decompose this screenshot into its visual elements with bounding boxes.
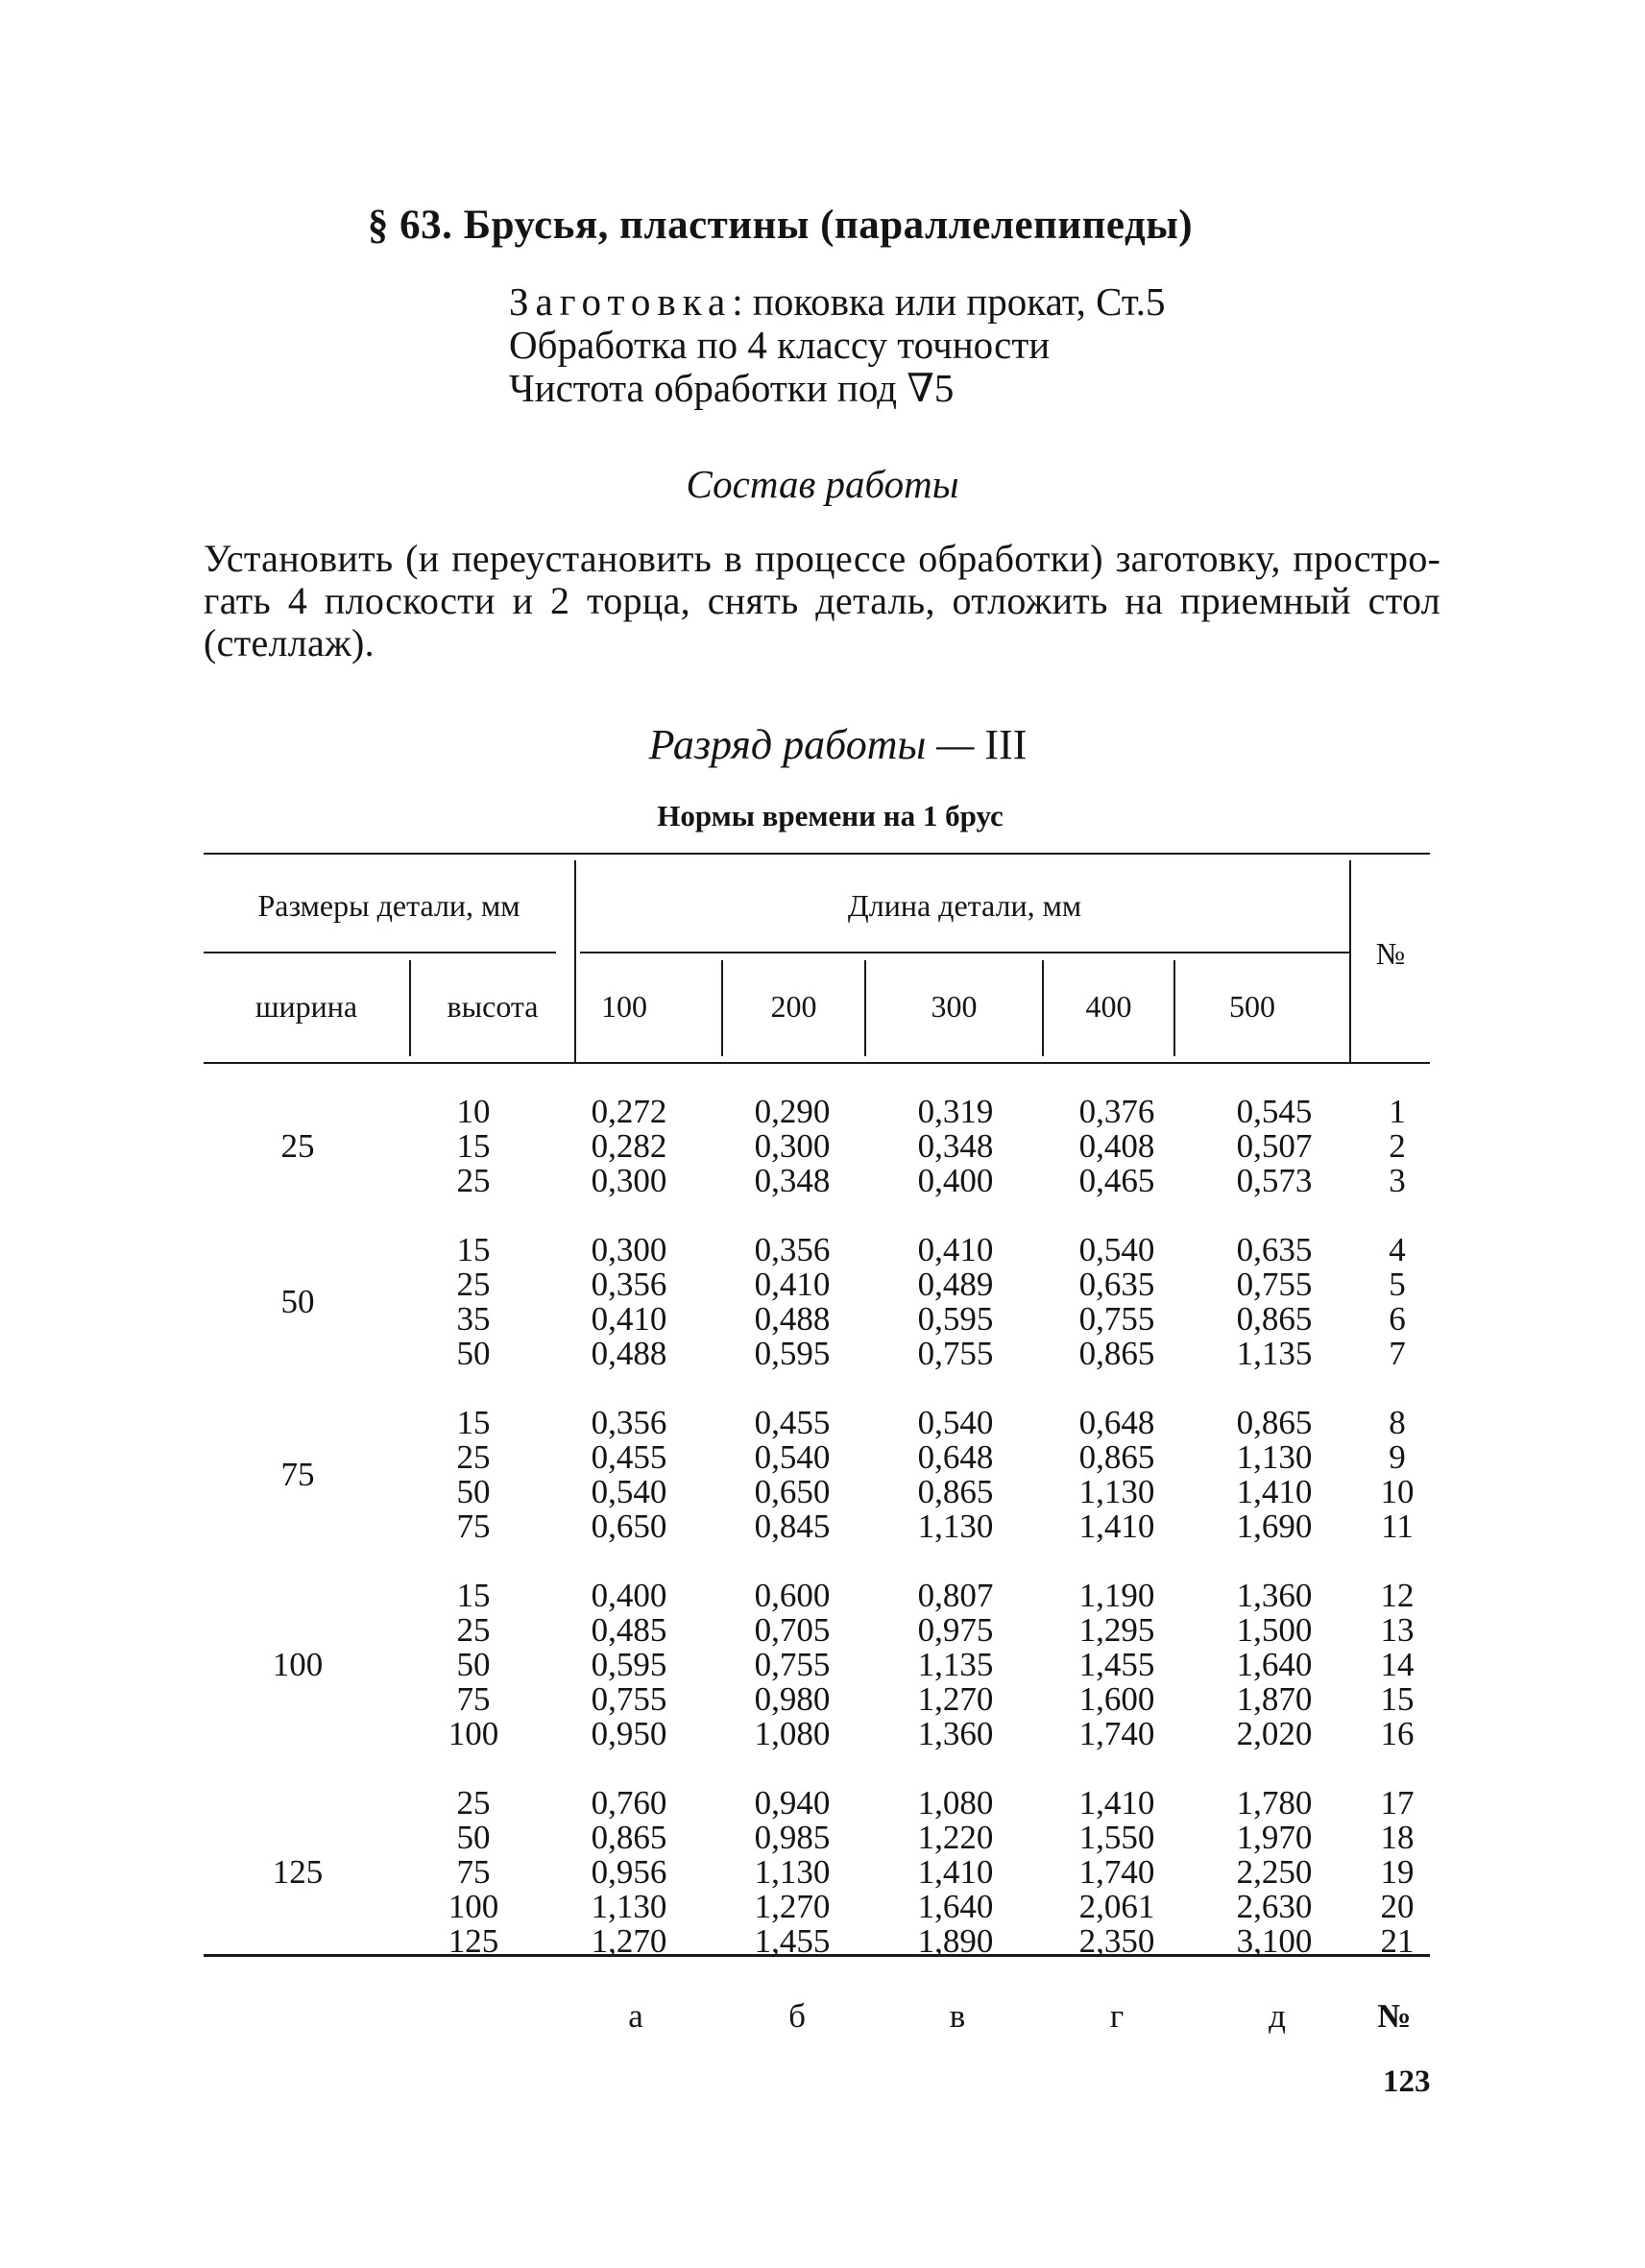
- cell-value: 0,940: [754, 1784, 831, 1822]
- cell-value: 0,755: [591, 1680, 667, 1718]
- row-number: 8: [1389, 1404, 1406, 1441]
- cell-value: 0,540: [754, 1438, 831, 1476]
- table-top-rule: [204, 853, 1430, 855]
- cell-value: 1,600: [1078, 1680, 1155, 1718]
- row-number: 7: [1389, 1335, 1406, 1372]
- blank-spec: [509, 280, 1165, 410]
- cell-value: 1,270: [591, 1922, 667, 1960]
- row-height: 50: [456, 1335, 491, 1372]
- row-number: 15: [1380, 1680, 1415, 1718]
- cell-value: 1,740: [1078, 1715, 1155, 1752]
- cell-value: 0,300: [591, 1162, 667, 1199]
- cell-value: 1,130: [1078, 1473, 1155, 1510]
- cell-value: 1,690: [1236, 1508, 1313, 1545]
- cell-value: 0,985: [754, 1819, 831, 1856]
- cell-value: 0,488: [591, 1335, 667, 1372]
- header-length-200: 200: [770, 989, 817, 1024]
- row-number: 18: [1380, 1819, 1415, 1856]
- row-number: 6: [1389, 1300, 1406, 1338]
- cell-value: 0,282: [591, 1127, 667, 1165]
- blank-line-2: Обработка по 4 классу точности: [509, 323, 1051, 367]
- group-width: 50: [280, 1283, 315, 1320]
- cell-value: 0,845: [754, 1508, 831, 1545]
- cell-value: 1,970: [1236, 1819, 1313, 1856]
- dimensions-length-separator: [574, 860, 576, 1062]
- group-width: 100: [272, 1646, 324, 1683]
- cell-value: 0,348: [917, 1127, 994, 1165]
- row-height: 15: [456, 1577, 491, 1614]
- work-grade: [0, 720, 1645, 769]
- cell-value: 0,319: [917, 1093, 994, 1130]
- cell-value: 1,270: [917, 1680, 994, 1718]
- cell-value: 1,410: [1078, 1508, 1155, 1545]
- row-number: 12: [1380, 1577, 1415, 1614]
- cell-value: 1,455: [1078, 1646, 1155, 1683]
- cell-value: 1,130: [754, 1853, 831, 1891]
- cell-value: 1,080: [754, 1715, 831, 1752]
- cell-value: 2,061: [1078, 1888, 1155, 1925]
- cell-value: 1,410: [917, 1853, 994, 1891]
- row-height: 25: [456, 1438, 491, 1476]
- row-height: 50: [456, 1646, 491, 1683]
- cell-value: 0,865: [591, 1819, 667, 1856]
- row-number: 9: [1389, 1438, 1406, 1476]
- cell-value: 1,410: [1078, 1784, 1155, 1822]
- column-letter-v: в: [949, 1997, 966, 2035]
- cell-value: 0,950: [591, 1715, 667, 1752]
- cell-value: 1,135: [1236, 1335, 1313, 1372]
- cell-value: 1,135: [917, 1646, 994, 1683]
- cell-value: 0,595: [591, 1646, 667, 1683]
- cell-value: 0,755: [1236, 1266, 1313, 1303]
- cell-value: 0,865: [1236, 1300, 1313, 1338]
- cell-value: 1,500: [1236, 1611, 1313, 1649]
- row-height: 25: [456, 1784, 491, 1822]
- group-width: 25: [280, 1127, 315, 1165]
- cell-value: 0,300: [754, 1127, 831, 1165]
- composition-text: Установить (и переустановить в процессе обработки) заготовку, прострогать 4 плоскости и 2 торца, снять деталь, отложить на приемный стол (стеллаж).: [204, 537, 1440, 664]
- length-subheader-rule: [580, 952, 1349, 953]
- cell-value: 0,648: [1078, 1404, 1155, 1441]
- header-dimensions: Размеры детали, мм: [257, 888, 520, 923]
- cell-value: 0,545: [1236, 1093, 1313, 1130]
- column-letter-d: д: [1269, 1997, 1286, 2035]
- cell-value: 0,272: [591, 1093, 667, 1130]
- group-width: 75: [280, 1456, 315, 1493]
- cell-value: 0,600: [754, 1577, 831, 1614]
- table-caption: Нормы времени на 1 брус: [657, 799, 1004, 832]
- cell-value: 1,130: [591, 1888, 667, 1925]
- header-number: №: [1375, 936, 1406, 971]
- row-height: 50: [456, 1473, 491, 1510]
- cell-value: 0,290: [754, 1093, 831, 1130]
- cell-value: 0,348: [754, 1162, 831, 1199]
- cell-value: 0,465: [1078, 1162, 1155, 1199]
- cell-value: 0,485: [591, 1611, 667, 1649]
- cell-value: 1,640: [917, 1888, 994, 1925]
- grade-value: III: [984, 721, 1028, 768]
- composition-heading: Состав работы: [686, 462, 959, 506]
- row-height: 25: [456, 1162, 491, 1199]
- cell-value: 0,760: [591, 1784, 667, 1822]
- cell-value: 3,100: [1236, 1922, 1313, 1960]
- blank-line-1: [509, 280, 1165, 324]
- cell-value: 0,488: [754, 1300, 831, 1338]
- cell-value: 2,020: [1236, 1715, 1313, 1752]
- row-number: 1: [1389, 1093, 1406, 1130]
- column-letter-g: г: [1109, 1997, 1125, 2035]
- cell-value: 0,408: [1078, 1127, 1155, 1165]
- cell-value: 0,635: [1236, 1231, 1313, 1268]
- cell-value: 1,270: [754, 1888, 831, 1925]
- row-number: 14: [1380, 1646, 1415, 1683]
- cell-value: 2,630: [1236, 1888, 1313, 1925]
- row-number: 5: [1389, 1266, 1406, 1303]
- cell-value: 1,780: [1236, 1784, 1313, 1822]
- cell-value: 0,356: [754, 1231, 831, 1268]
- group-width: 125: [272, 1853, 324, 1891]
- row-height: 75: [456, 1853, 491, 1891]
- blank-line-3: Чистота обработки под ∇5: [509, 366, 955, 410]
- cell-value: 1,550: [1078, 1819, 1155, 1856]
- cell-value: 1,080: [917, 1784, 994, 1822]
- cell-value: 0,540: [917, 1404, 994, 1441]
- header-height: высота: [447, 989, 539, 1024]
- cell-value: 1,360: [1236, 1577, 1313, 1614]
- cell-value: 1,190: [1078, 1577, 1155, 1614]
- row-height: 75: [456, 1508, 491, 1545]
- cell-value: 0,410: [917, 1231, 994, 1268]
- page-number: 123: [1383, 2064, 1431, 2099]
- header-length-400: 400: [1085, 989, 1132, 1024]
- cell-value: 0,507: [1236, 1127, 1313, 1165]
- row-height: 35: [456, 1300, 491, 1338]
- row-number: 13: [1380, 1611, 1415, 1649]
- row-height: 25: [456, 1266, 491, 1303]
- cell-value: 1,870: [1236, 1680, 1313, 1718]
- cell-value: 0,455: [591, 1438, 667, 1476]
- header-length-100: 100: [601, 989, 647, 1024]
- row-height: 50: [456, 1819, 491, 1856]
- cell-value: 0,300: [591, 1231, 667, 1268]
- header-length: Длина детали, мм: [847, 888, 1082, 923]
- cell-value: 0,648: [917, 1438, 994, 1476]
- row-number: 17: [1380, 1784, 1415, 1822]
- column-letter-a: а: [628, 1997, 643, 2035]
- row-number: 11: [1381, 1508, 1414, 1545]
- cell-value: 1,130: [917, 1508, 994, 1545]
- cell-value: 0,410: [754, 1266, 831, 1303]
- cell-value: 0,865: [1078, 1335, 1155, 1372]
- cell-value: 0,807: [917, 1577, 994, 1614]
- cell-value: 0,356: [591, 1266, 667, 1303]
- cell-value: 0,400: [591, 1577, 667, 1614]
- cell-value: 1,740: [1078, 1853, 1155, 1891]
- cell-value: 0,865: [1078, 1438, 1155, 1476]
- row-number: 10: [1380, 1473, 1415, 1510]
- cell-value: 0,595: [754, 1335, 831, 1372]
- row-number: 2: [1389, 1127, 1406, 1165]
- cell-value: 0,865: [1236, 1404, 1313, 1441]
- row-number: 19: [1380, 1853, 1415, 1891]
- row-height: 10: [456, 1093, 491, 1130]
- cell-value: 0,489: [917, 1266, 994, 1303]
- column-letter-number: №: [1377, 1997, 1412, 2035]
- cell-value: 0,705: [754, 1611, 831, 1649]
- cell-value: 1,640: [1236, 1646, 1313, 1683]
- row-height: 15: [456, 1127, 491, 1165]
- row-height: 125: [448, 1922, 499, 1960]
- cell-value: 0,650: [754, 1473, 831, 1510]
- dimensions-subheader-rule: [204, 952, 556, 953]
- cell-value: 0,975: [917, 1611, 994, 1649]
- cell-value: 1,410: [1236, 1473, 1313, 1510]
- row-number: 16: [1380, 1715, 1415, 1752]
- cell-value: 2,350: [1078, 1922, 1155, 1960]
- column-letter-b: б: [788, 1997, 806, 2035]
- row-number: 4: [1389, 1231, 1406, 1268]
- header-width: ширина: [254, 989, 358, 1024]
- cell-value: 0,376: [1078, 1093, 1155, 1130]
- row-number: 20: [1380, 1888, 1415, 1925]
- blank-label: Заготовка: [509, 279, 733, 324]
- cell-value: 1,295: [1078, 1611, 1155, 1649]
- row-height: 75: [456, 1680, 491, 1718]
- row-height: 100: [448, 1715, 499, 1752]
- cell-value: 0,650: [591, 1508, 667, 1545]
- header-length-300: 300: [931, 989, 978, 1024]
- cell-value: 0,540: [591, 1473, 667, 1510]
- row-height: 25: [456, 1611, 491, 1649]
- table-header-bottom-rule: [204, 1062, 1430, 1064]
- cell-value: 0,573: [1236, 1162, 1313, 1199]
- cell-value: 0,755: [754, 1646, 831, 1683]
- header-length-500: 500: [1229, 989, 1275, 1024]
- row-height: 15: [456, 1404, 491, 1441]
- cell-value: 0,956: [591, 1853, 667, 1891]
- cell-value: 2,250: [1236, 1853, 1313, 1891]
- cell-value: 0,540: [1078, 1231, 1155, 1268]
- cell-value: 1,455: [754, 1922, 831, 1960]
- section-title: § 63. Брусья, пластины (параллелепипеды): [367, 203, 1194, 248]
- cell-value: 1,890: [917, 1922, 994, 1960]
- blank-text: : поковка или прокат, Ст.5: [732, 279, 1166, 324]
- row-number: 3: [1389, 1162, 1406, 1199]
- cell-value: 1,360: [917, 1715, 994, 1752]
- cell-value: 0,980: [754, 1680, 831, 1718]
- cell-value: 0,410: [591, 1300, 667, 1338]
- cell-value: 0,595: [917, 1300, 994, 1338]
- cell-value: 0,755: [1078, 1300, 1155, 1338]
- cell-value: 0,455: [754, 1404, 831, 1441]
- cell-value: 0,356: [591, 1404, 667, 1441]
- grade-label: Разряд работы —: [648, 721, 985, 768]
- row-number: 21: [1380, 1922, 1415, 1960]
- cell-value: 0,635: [1078, 1266, 1155, 1303]
- cell-value: 0,865: [917, 1473, 994, 1510]
- cell-value: 1,220: [917, 1819, 994, 1856]
- cell-value: 0,755: [917, 1335, 994, 1372]
- row-height: 15: [456, 1231, 491, 1268]
- cell-value: 1,130: [1236, 1438, 1313, 1476]
- row-height: 100: [448, 1888, 499, 1925]
- cell-value: 0,400: [917, 1162, 994, 1199]
